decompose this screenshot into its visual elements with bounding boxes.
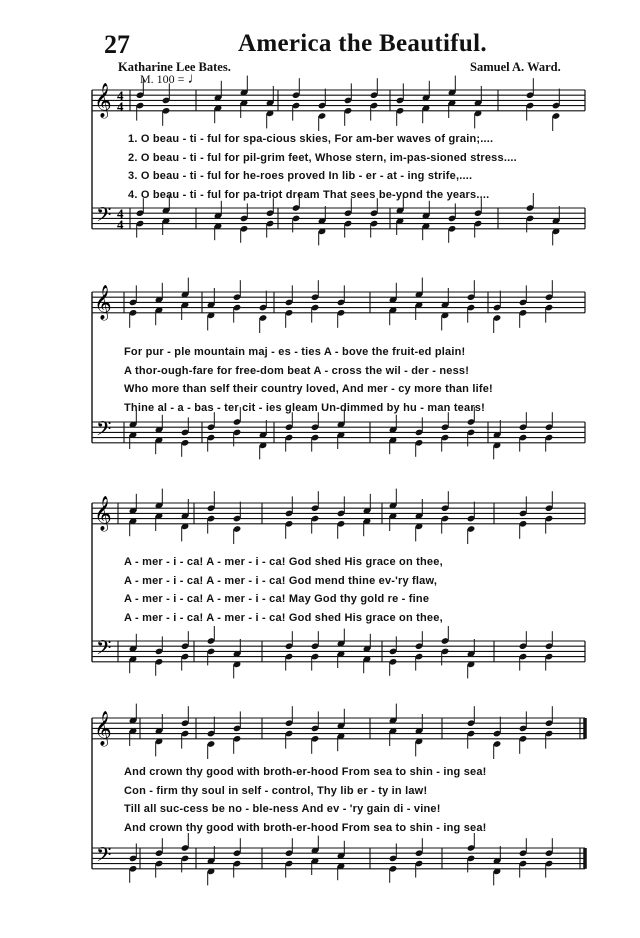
bass-clef-icon: 𝄢 — [96, 417, 112, 445]
clefs — [94, 83, 124, 871]
lyric-line: 2. O beau - ti - ful for pil-grim feet, Whose stern, im-pas-sioned stress.... — [128, 151, 517, 164]
time-signature: 4 — [117, 88, 124, 103]
treble-clef-icon: 𝄞 — [94, 285, 112, 320]
lyric-line: A thor-ough-fare for free-dom beat A - cross the wil - der - ness! — [124, 364, 470, 377]
lyric-line: Who more than self their country loved, And mer - cy more than life! — [124, 383, 493, 395]
lyric-line: A - mer - i - ca! A - mer - i - ca! God shed His grace on thee, — [124, 611, 443, 624]
treble-clef-icon: 𝄞 — [94, 83, 112, 118]
hymn-title: America the Beautiful. — [238, 30, 487, 57]
lyric-line: And crown thy good with broth-er-hood From sea to shin - ing sea! — [124, 766, 487, 778]
lyric-line: 1. O beau - ti - ful for spa-cious skies, For am-ber waves of grain;.... — [128, 133, 494, 145]
lyric-line: A - mer - i - ca! A - mer - i - ca! May God thy gold re - fine — [124, 593, 430, 605]
tempo-marking: M. 100 = ♩ — [140, 71, 203, 87]
treble-clef-icon: 𝄞 — [94, 711, 112, 746]
time-signature: 4 — [117, 217, 124, 232]
lyric-line: 4. O beau - ti - ful for pa-triot dream That sees be-yond the years.... — [128, 188, 490, 201]
lyric-line: Con - firm thy soul in self - control, Thy lib er - ty in law! — [124, 784, 428, 797]
lyric-line: A - mer - i - ca! A - mer - i - ca! God mend thine ev-'ry flaw, — [124, 574, 438, 587]
staff-lines — [92, 90, 585, 869]
composer-credit: Samuel A. Ward. — [470, 60, 561, 74]
bass-clef-icon: 𝄢 — [96, 636, 112, 664]
lyric-line: For pur - ple mountain maj - es - ties A - bove the fruit-ed plain! — [124, 346, 466, 358]
time-signature: 4 — [117, 206, 124, 221]
lyric-line: And crown thy good with broth-er-hood From sea to shin - ing sea! — [124, 821, 487, 834]
hymn-number: 27 — [104, 30, 130, 59]
lyric-line: Thine al - a - bas - ter cit - ies gleam Un-dimmed by hu - man tears! — [124, 401, 485, 414]
time-signature: 4 — [117, 99, 124, 114]
treble-clef-icon: 𝄞 — [94, 496, 112, 531]
bass-clef-icon: 𝄢 — [96, 843, 112, 871]
lyric-line: A - mer - i - ca! A - mer - i - ca! God shed His grace on thee, — [124, 556, 443, 568]
lyric-line: Till all suc-cess be no - ble-ness And ev - 'ry gain di - vine! — [124, 803, 441, 815]
lyricist-credit: Katharine Lee Bates. — [118, 60, 231, 74]
lyric-line: 3. O beau - ti - ful for he-roes proved In lib - er - at - ing strife,.... — [128, 170, 473, 182]
bass-clef-icon: 𝄢 — [96, 203, 112, 231]
